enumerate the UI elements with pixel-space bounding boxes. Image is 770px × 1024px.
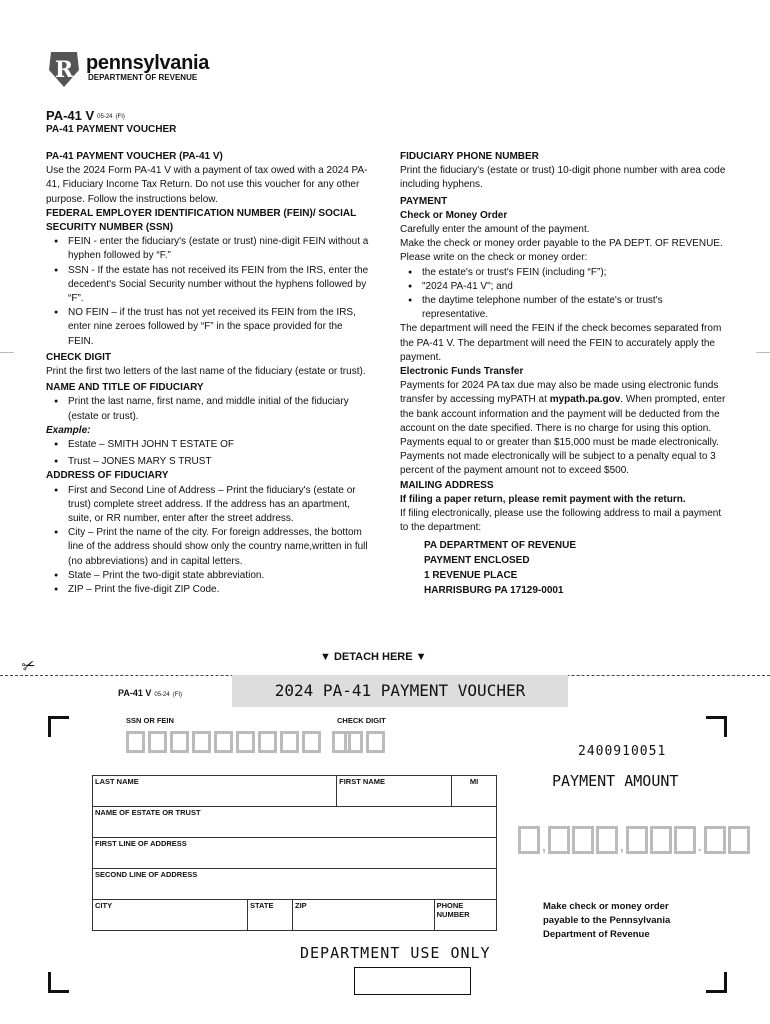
fein-list xyxy=(46,235,370,349)
estate-name-field[interactable]: NAME OF ESTATE OR TRUST xyxy=(93,807,497,838)
payment-list xyxy=(400,266,726,323)
list-item: ● ZIP – Print the five-digit ZIP Code. xyxy=(68,583,370,597)
registration-mark xyxy=(706,972,727,993)
scan-line-number: 2400910051 xyxy=(578,744,667,759)
zip-field[interactable]: ZIP xyxy=(293,900,435,931)
section-heading: PAYMENT xyxy=(400,195,448,207)
check-digit-label: CHECK DIGIT xyxy=(337,716,386,725)
form-title: PA-41 PAYMENT VOUCHER xyxy=(46,124,177,135)
paragraph: Print the first two letters of the last name of the fiduciary (estate or trust). xyxy=(46,366,366,378)
department-use-box xyxy=(354,967,471,995)
detach-here: ▼ DETACH HERE ▼ xyxy=(320,651,427,663)
list-item: ● "2024 PA-41 V"; and xyxy=(422,280,726,294)
example-label: Example: xyxy=(46,424,91,436)
list-item: ● City – Print the name of the city. For foreign addresses, the bottom line of the address should show only the country name,written in full (no abbreviations) and in capital letters. xyxy=(68,526,370,569)
first-name-field[interactable]: FIRST NAME xyxy=(337,776,452,807)
mi-field[interactable]: MI xyxy=(452,776,497,807)
section-heading: FEDERAL EMPLOYER IDENTIFICATION NUMBER (FEIN)/ SOCIAL SECURITY NUMBER (SSN) xyxy=(46,207,357,234)
address-line2-field[interactable]: SECOND LINE OF ADDRESS xyxy=(93,869,497,900)
name-list xyxy=(46,395,370,423)
list-item: ● NO FEIN – if the trust has not yet received its FEIN from the IRS, enter nine zeroes followed by “F” in the space provided for the FEIN. xyxy=(68,306,370,349)
mypath-link[interactable]: mypath.pa.gov xyxy=(549,394,621,406)
mailing-address: PA DEPARTMENT OF REVENUE PAYMENT ENCLOSED 1 REVENUE PLACE HARRISBURG PA 17129-0001 xyxy=(424,540,577,597)
ssn-label: SSN OR FEIN xyxy=(126,716,174,725)
list-item: ● the daytime telephone number of the estate's or trust's representative. xyxy=(422,294,726,322)
fold-mark xyxy=(756,352,770,353)
list-item: ● FEIN - enter the fiduciary's (estate or trust) nine-digit FEIN without a hyphen followed by “F.” xyxy=(68,235,370,263)
section-heading: PA-41 PAYMENT VOUCHER (PA-41 V) xyxy=(46,151,223,162)
section-heading: CHECK DIGIT xyxy=(46,351,111,363)
voucher-form-code: PA-41 V 05-24 (FI) xyxy=(118,688,183,698)
section-heading: NAME AND TITLE OF FIDUCIARY xyxy=(46,382,204,394)
registration-mark xyxy=(48,716,69,737)
check-digit-field[interactable] xyxy=(344,731,385,753)
instructions-left-column xyxy=(46,150,370,597)
paragraph: Use the 2024 Form PA-41 V with a payment of tax owed with a 2024 PA-41, Fiduciary Income Tax Return. Do not use this voucher for any other purpose. Follow the instructions below. xyxy=(46,165,368,205)
svg-text:R: R xyxy=(54,57,74,83)
paragraph: If filing a paper return, please remit payment with the return. xyxy=(400,493,686,505)
registration-mark xyxy=(706,716,727,737)
voucher-title: 2024 PA-41 PAYMENT VOUCHER xyxy=(232,675,568,707)
paragraph: Payments for 2024 PA tax due may also be made using electronic funds transfer by accessing myPATH at mypath.pa.gov. When prompted, enter the bank account information and the payment will be deducted from the account on the date specified. There is no charge for using this option. Payments equal to or greater than $15,000 must be made electronically. Payments not made electronically will be subject to a penalty equal to 3 percent of the payment amount not to exceed $500. xyxy=(400,380,726,477)
payment-amount-field[interactable]: , , . xyxy=(518,826,750,854)
agency-name: pennsylvania xyxy=(86,52,210,74)
paragraph: Make the check or money order payable to the PA DEPT. OF REVENUE. Please write on the check or money order: xyxy=(400,238,723,264)
list-item: ● the estate's or trust's FEIN (including “F”); xyxy=(422,266,726,280)
keystone-logo-icon xyxy=(48,50,80,88)
list-item: ● Estate – SMITH JOHN T ESTATE OF xyxy=(68,438,370,452)
sub-heading: Check or Money Order xyxy=(400,209,508,221)
form-code: PA-41 V 05-24 (FI) xyxy=(46,108,125,123)
ssn-fein-field[interactable] xyxy=(126,731,351,753)
sub-heading: Electronic Funds Transfer xyxy=(400,366,524,378)
phone-field[interactable]: PHONE NUMBER xyxy=(434,900,496,931)
list-item: ● State – Print the two-digit state abbreviation. xyxy=(68,569,370,583)
address-list xyxy=(46,484,370,598)
example-list xyxy=(46,438,370,469)
paragraph: If filing electronically, please use the following address to mail a payment to the department: xyxy=(400,508,722,534)
state-field[interactable]: STATE xyxy=(248,900,293,931)
fold-mark xyxy=(0,352,14,353)
payable-note: Make check or money order payable to the Pennsylvania Department of Revenue xyxy=(543,901,671,940)
address-line1-field[interactable]: FIRST LINE OF ADDRESS xyxy=(93,838,497,869)
scissors-icon: ✂ xyxy=(19,656,39,677)
list-item: ● Print the last name, first name, and middle initial of the fiduciary (estate or trust). xyxy=(68,395,370,423)
instructions-right-column xyxy=(400,150,726,598)
city-field[interactable]: CITY xyxy=(93,900,248,931)
list-item: ● Trust – JONES MARY S TRUST xyxy=(68,455,370,469)
department-use-label: DEPARTMENT USE ONLY xyxy=(300,944,491,962)
paragraph: Carefully enter the amount of the payment. xyxy=(400,224,590,236)
paragraph: Print the fiduciary's (estate or trust) 10-digit phone number with area code including hyphens. xyxy=(400,165,726,191)
section-heading: FIDUCIARY PHONE NUMBER xyxy=(400,151,539,162)
payment-amount-label: PAYMENT AMOUNT xyxy=(552,772,679,790)
last-name-field[interactable]: LAST NAME xyxy=(93,776,337,807)
paragraph: The department will need the FEIN if the check becomes separated from the PA-41 V. The department will need the FEIN to accurately apply the payment. xyxy=(400,323,722,363)
list-item: ● First and Second Line of Address – Print the fiduciary's (estate or trust) complete street address. If the address has an apartment, suite, or RR number, enter after the street address. xyxy=(68,484,370,527)
list-item: ● SSN - If the estate has not received its FEIN from the IRS, enter the decedent's Social Security number without the hyphens followed by “F”. xyxy=(68,264,370,307)
section-heading: MAILING ADDRESS xyxy=(400,479,494,491)
agency-department: DEPARTMENT OF REVENUE xyxy=(88,73,198,82)
section-heading: ADDRESS OF FIDUCIARY xyxy=(46,470,169,482)
address-table xyxy=(92,775,497,931)
registration-mark xyxy=(48,972,69,993)
